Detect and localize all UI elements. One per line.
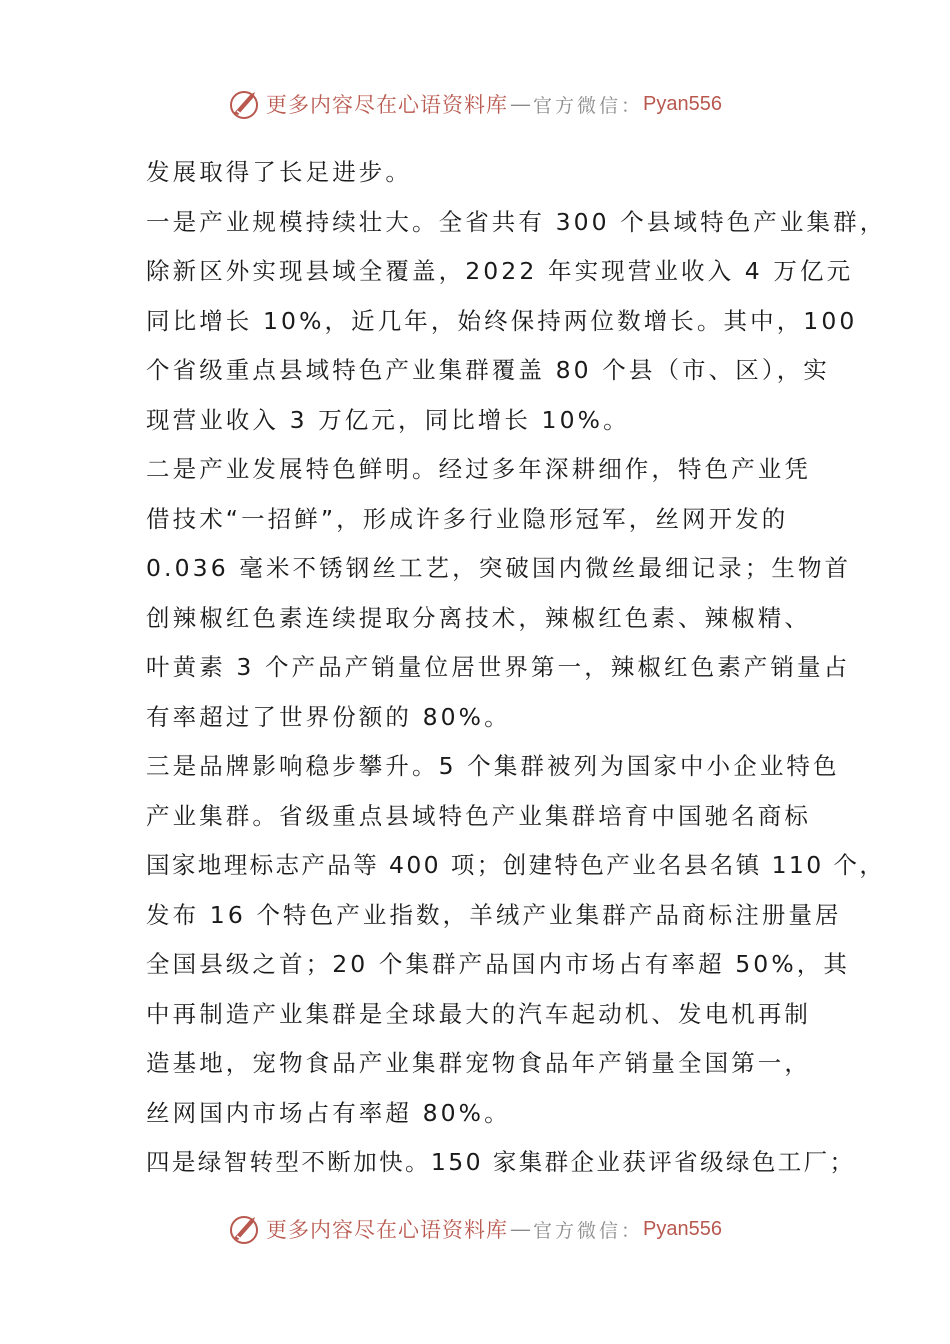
header-brand: 更多内容尽在心语资料库 [266,93,508,117]
document-body [146,148,887,1188]
body-line: 创辣椒红色素连续提取分离技术，辣椒红色素、辣椒精、 [146,603,811,632]
pen-logo-icon [228,87,262,121]
footer-contact-label: 官方微信： [533,1219,644,1242]
body-line: 有率超过了世界份额的 80%。 [146,702,511,731]
body-line: 中再制造产业集群是全球最大的汽车起动机、发电机再制 [146,999,811,1028]
body-line: 发展取得了长足进步。 [146,158,412,186]
pen-logo-icon [228,1212,262,1246]
body-line: 0.036 毫米不锈钢丝工艺，突破国内微丝最细记录；生物首 [146,554,852,582]
body-line: 借技术“一招鲜”，形成许多行业隐形冠军，丝网开发的 [146,504,789,533]
header-contact-label: 官方微信： [533,94,644,117]
body-line: 发布 16 个特色产业指数，羊绒产业集群产品商标注册量居 [146,900,842,929]
footer-wechat-id: Pyan556 [643,1217,722,1240]
header-dash: — [510,92,531,116]
body-line: 叶黄素 3 个产品产销量位居世界第一，辣椒红色素产销量占 [146,653,851,681]
body-line: 产业集群。省级重点县域特色产业集群培育中国驰名商标 [146,801,811,830]
body-line: 除新区外实现县域全覆盖，2022 年实现营业收入 4 万亿元 [146,257,854,285]
footer-dash: — [510,1217,531,1241]
body-line: 四是绿智转型不断加快。150 家集群企业获评省级绿色工厂； [146,1148,856,1176]
body-line: 个省级重点县域特色产业集群覆盖 80 个县（市、区），实 [146,356,830,384]
body-line: 三是品牌影响稳步攀升。5 个集群被列为国家中小企业特色 [146,752,840,780]
header-banner [0,84,950,124]
body-line: 造基地，宠物食品产业集群宠物食品年产销量全国第一， [146,1049,811,1077]
body-line: 同比增长 10%，近几年，始终保持两位数增长。其中，100 [146,306,858,335]
body-line: 丝网国内市场占有率超 80%。 [146,1098,511,1127]
footer-brand: 更多内容尽在心语资料库 [266,1218,508,1242]
body-line: 国家地理标志产品等 400 项；创建特色产业名县名镇 110 个， [146,851,886,879]
body-line: 现营业收入 3 万亿元，同比增长 10%。 [146,405,630,434]
header-wechat-id: Pyan556 [643,92,722,115]
body-line: 全国县级之首；20 个集群产品国内市场占有率超 50%，其 [146,950,850,978]
body-line: 二是产业发展特色鲜明。经过多年深耕细作，特色产业凭 [146,455,811,483]
footer-banner [0,1209,950,1249]
body-line: 一是产业规模持续壮大。全省共有 300 个县域特色产业集群， [146,207,887,236]
